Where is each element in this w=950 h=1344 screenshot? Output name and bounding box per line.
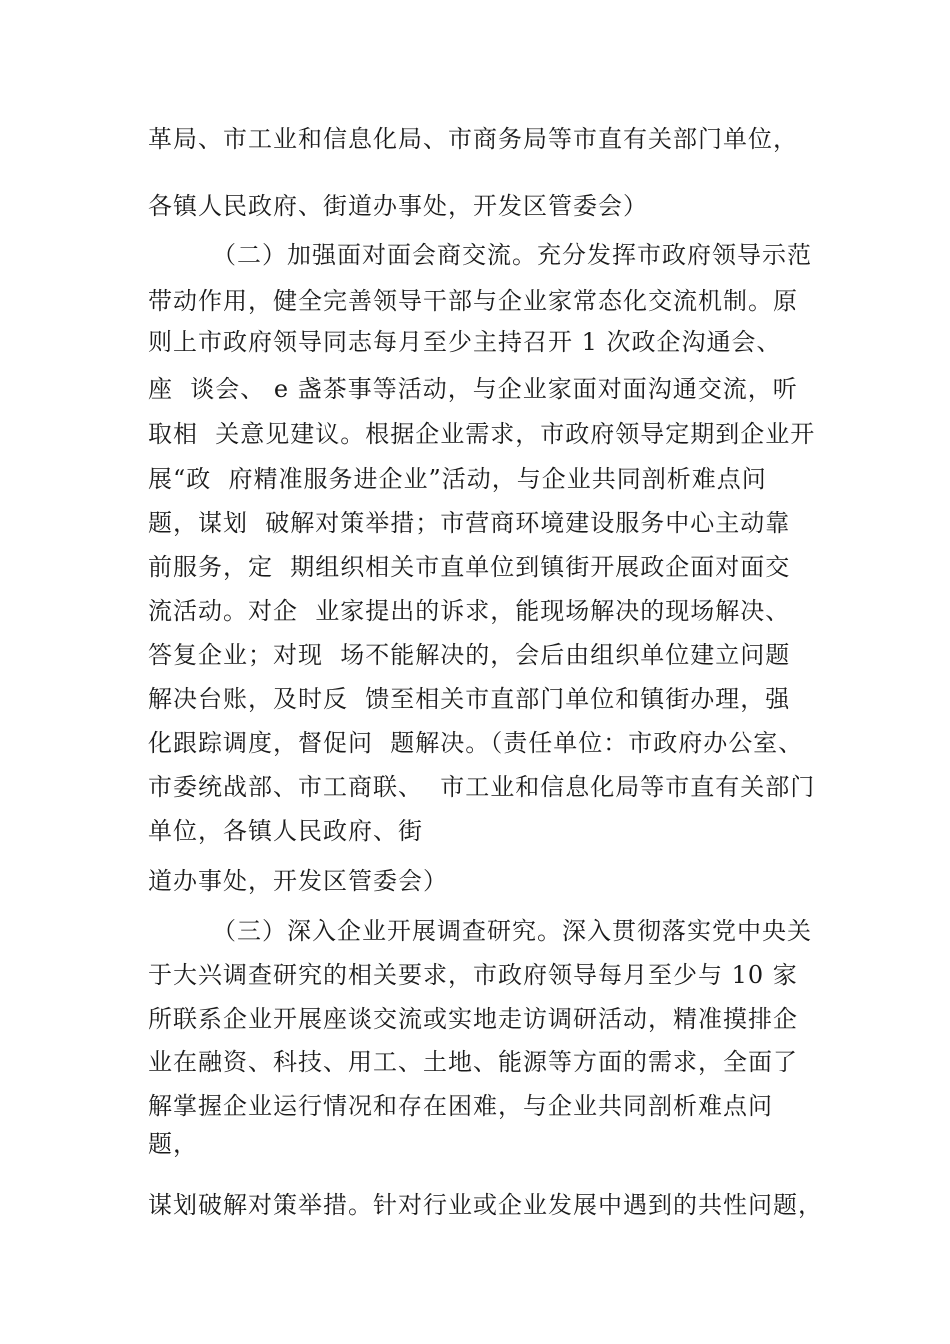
text-line: 道办事处，开发区管委会） (148, 867, 448, 895)
text-line: 市委统战部、市工商联、 市工业和信息化局等市直有关部门 (148, 773, 816, 801)
text-line: 单位，各镇人民政府、街 (148, 817, 423, 845)
text-line: 谋划破解对策举措。针对行业或企业发展中遇到的共性问题， (148, 1191, 823, 1219)
text-line: 取相 关意见建议。根据企业需求，市政府领导定期到企业开 (148, 420, 816, 448)
text-line: 展“政 府精准服务进企业”活动，与企业共同剖析难点问 (148, 465, 767, 493)
text-line: 化跟踪调度，督促问 题解决。（责任单位：市政府办公室、 (148, 729, 804, 757)
text-line: 座 谈会、 e 盏茶事等活动，与企业家面对面沟通交流，听 (148, 375, 798, 403)
section-heading-line: （二）加强面对面会商交流。充分发挥市政府领导示范 (212, 241, 812, 269)
text-line: 题，谋划 破解对策举措；市营商环境建设服务中心主动靠 (148, 509, 791, 537)
text-line: 业在融资、科技、用工、土地、能源等方面的需求，全面了 (148, 1048, 798, 1076)
text-line: 各镇人民政府、街道办事处，开发区管委会） (148, 192, 648, 220)
text-line: 解掌握企业运行情况和存在困难，与企业共同剖析难点问 (148, 1092, 773, 1120)
text-line: 所联系企业开展座谈交流或实地走访调研活动，精准摸排企 (148, 1005, 798, 1033)
text-line: 题， (148, 1130, 198, 1158)
text-line: 于大兴调查研究的相关要求，市政府领导每月至少与 10 家 (148, 961, 798, 989)
text-line: 带动作用，健全完善领导干部与企业家常态化交流机制。原 (148, 287, 798, 315)
text-line: 答复企业；对现 场不能解决的，会后由组织单位建立问题 (148, 641, 791, 669)
text-line: 流活动。对企 业家提出的诉求，能现场解决的现场解决、 (148, 597, 791, 625)
text-line: 解决台账，及时反 馈至相关市直部门单位和镇街办理，强 (148, 685, 791, 713)
text-line: 则上市政府领导同志每月至少主持召开 1 次政企沟通会、 (148, 328, 782, 356)
text-line: 前服务，定 期组织相关市直单位到镇街开展政企面对面交 (148, 553, 791, 581)
section-heading-line: （三）深入企业开展调查研究。深入贯彻落实党中央关 (212, 917, 812, 945)
text-line: 革局、市工业和信息化局、市商务局等市直有关部门单位， (148, 125, 798, 153)
